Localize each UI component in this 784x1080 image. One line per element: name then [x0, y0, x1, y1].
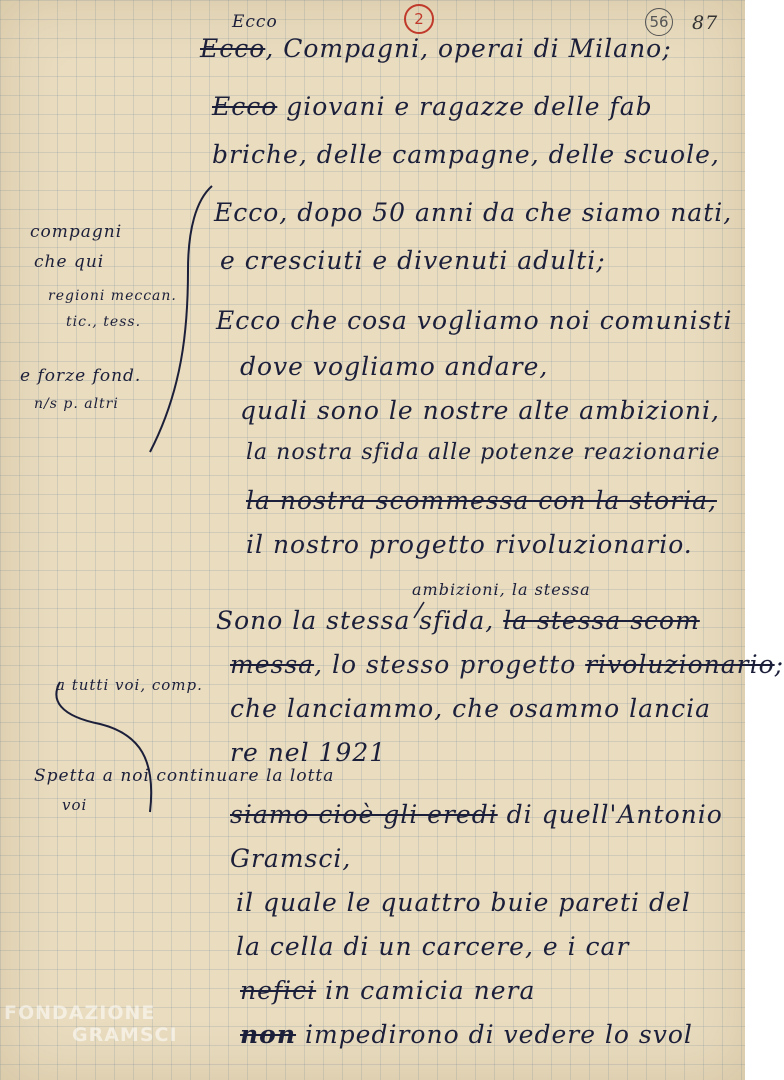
text-line-11: il nostro progetto rivoluzionario. — [246, 530, 693, 559]
pencil-page-number: 87 — [692, 12, 719, 34]
watermark-line-1: FONDAZIONE — [4, 1002, 156, 1024]
text-line-9: la nostra sfida alle potenze reazionarie — [246, 440, 721, 465]
line-text: impedirono di vedere lo svol — [296, 1020, 693, 1049]
margin-note-1d: tic., tess. — [66, 314, 142, 330]
text-line-5: e cresciuti e divenuti adulti; — [220, 246, 606, 275]
text-line-4: Ecco, dopo 50 anni da che siamo nati, — [214, 198, 733, 227]
line-text: Sono la stessa sfida, — [216, 606, 504, 635]
margin-note-1a: compagni — [30, 222, 123, 242]
text-line-8: quali sono le nostre alte ambizioni, — [240, 396, 720, 425]
margin-curve — [56, 682, 151, 812]
text-line-10-struck: la nostra scommessa con la storia, — [246, 486, 717, 515]
struck-words: siamo cioè gli eredi — [230, 800, 498, 829]
struck-word: non — [240, 1020, 297, 1049]
line-text: , Compagni, operai di Milano; — [265, 34, 672, 63]
text-line-15: re nel 1921 — [230, 738, 387, 767]
margin-note-1e: e forze fond. — [20, 366, 142, 386]
margin-note-2: a tutti voi, comp. — [56, 676, 203, 694]
watermark-line-2: GRAMSCI — [72, 1024, 178, 1046]
margin-note-1f: n/s p. altri — [34, 396, 119, 412]
struck-word: nefici — [240, 976, 317, 1005]
line-text: ; — [774, 650, 784, 679]
line-text: di quell'Antonio — [497, 800, 723, 829]
margin-note-1c: regioni meccan. — [48, 288, 177, 304]
struck-words: la stessa scom — [503, 606, 700, 635]
text-line-19: la cella di un carcere, e i car — [236, 932, 630, 961]
small-caret — [414, 602, 424, 618]
circled-page-number: 56 — [645, 8, 673, 36]
struck-word: messa — [230, 650, 315, 679]
text-line-14: che lanciammo, che osammo lancia — [230, 694, 712, 723]
struck-word: rivoluzionario — [585, 650, 775, 679]
margin-note-1b: che qui — [34, 252, 105, 272]
insertion-above-line-1: Ecco — [232, 12, 278, 32]
line-text: giovani e ragazze delle fab — [277, 92, 653, 121]
line-text: in camicia nera — [316, 976, 536, 1005]
text-line-18: il quale le quattro buie pareti del — [236, 888, 691, 917]
margin-note-3a: Spetta a noi continuare la lotta — [34, 766, 335, 786]
text-line-17: Gramsci, — [230, 844, 352, 873]
text-line-7: dove vogliamo andare, — [240, 352, 549, 381]
insertion-above-line-12: ambizioni, la stessa — [412, 580, 591, 599]
circled-page-number-red: 2 — [404, 4, 434, 34]
text-line-6: Ecco che cosa vogliamo noi comunisti — [216, 306, 733, 335]
line-text: , lo stesso progetto — [314, 650, 586, 679]
struck-word: Ecco — [212, 92, 278, 121]
margin-note-3b: voi — [62, 796, 88, 814]
struck-word: Ecco — [200, 34, 266, 63]
text-line-3: briche, delle campagne, delle scuole, — [212, 140, 720, 169]
margin-bracket — [150, 186, 212, 452]
